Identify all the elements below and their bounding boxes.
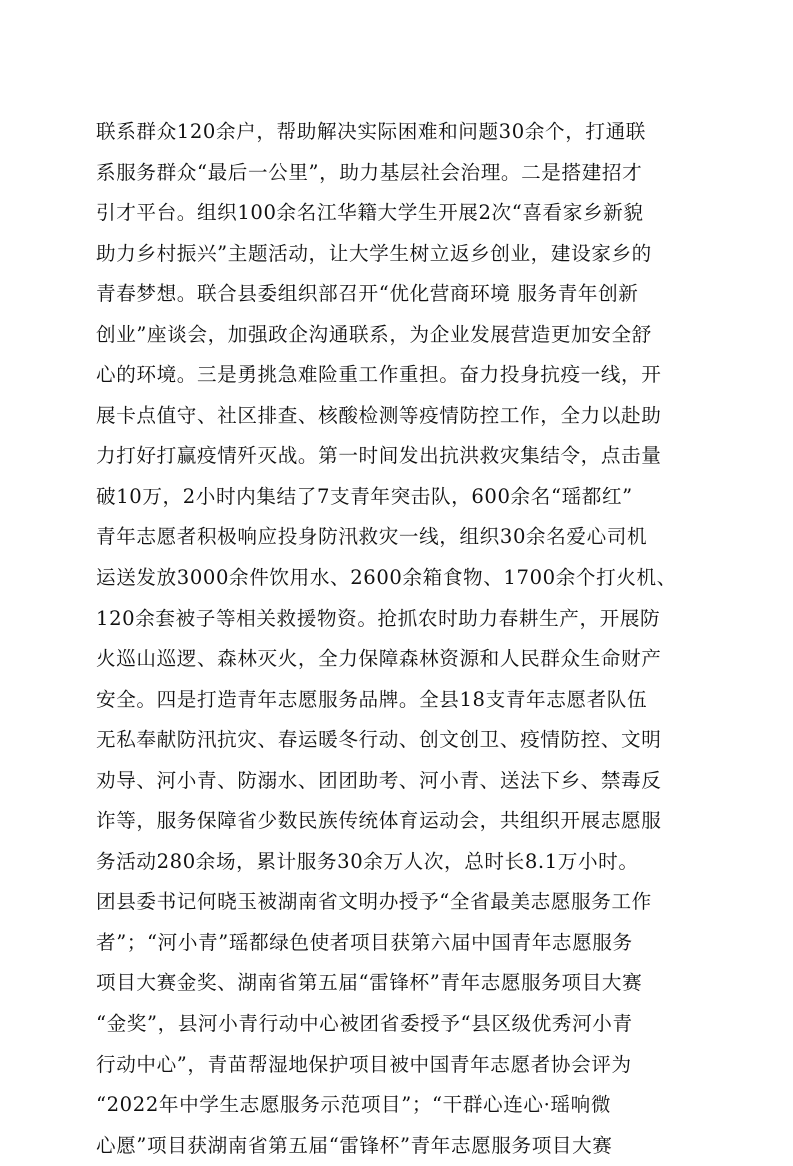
text-line-1: 联系群众120余户，帮助解决实际困难和问题30余个，打通联 [96, 120, 646, 143]
text-line-21: 者”；“河小青”瑶都绿色使者项目获第六届中国青年志愿服务 [96, 930, 633, 954]
text-line-26: 心愿”项目获湖南省第五届“雷锋杯”青年志愿服务项目大赛 [96, 1133, 613, 1157]
text-line-12: 运送发放3000余件饮用水、2600余箱食物、1700余个打火机、 [96, 566, 677, 590]
text-line-17: 劝导、河小青、防溺水、团团助考、河小青、送法下乡、禁毒反 [96, 768, 662, 792]
text-line-4: 助力乡村振兴”主题活动，让大学生树立返乡创业，建设家乡的 [96, 241, 652, 265]
text-line-10: 破10万，2小时内集结了7支青年突击队，600余名“瑶都红” [96, 484, 633, 508]
text-line-24: 行动中心”，青苗帮湿地保护项目被中国青年志愿者协会评为 [96, 1052, 632, 1076]
text-line-15: 安全。四是打造青年志愿服务品牌。全县18支青年志愿者队伍 [96, 687, 648, 711]
text-line-9: 力打好打赢疫情歼灭战。第一时间发出抗洪救灾集结令，点击量 [96, 444, 662, 468]
text-line-13: 120余套被子等相关救援物资。抢抓农时助力春耕生产，开展防 [96, 606, 661, 630]
text-line-7: 心的环境。三是勇挑急难险重工作重担。奋力投身抗疫一线，开 [96, 363, 662, 387]
text-line-11: 青年志愿者积极响应投身防汛救灾一线，组织30余名爱心司机 [96, 525, 648, 549]
text-line-20: 团县委书记何晓玉被湖南省文明办授予“全省最美志愿服务工作 [96, 890, 652, 914]
text-line-18: 诈等，服务保障省少数民族传统体育运动会，共组织开展志愿服 [96, 809, 662, 833]
text-line-8: 展卡点值守、社区排查、核酸检测等疫情防控工作，全力以赴助 [96, 403, 662, 427]
text-line-22: 项目大赛金奖、湖南省第五届“雷锋杯”青年志愿服务项目大赛 [96, 971, 643, 995]
text-line-6: 创业”座谈会，加强政企沟通联系，为企业发展营造更加安全舒 [96, 322, 652, 346]
text-line-23: “金奖”，县河小青行动中心被团省委授予“县区级优秀河小青 [96, 1012, 633, 1036]
text-line-3: 引才平台。组织100余名江华籍大学生开展2次“喜看家乡新貌 [96, 201, 644, 225]
text-line-14: 火巡山巡逻、森林灭火，全力保障森林资源和人民群众生命财产 [96, 647, 662, 671]
text-line-5: 青春梦想。联合县委组织部召开“优化营商环境 服务青年创新 [96, 282, 639, 306]
text-line-2: 系服务群众“最后一公里”，助力基层社会治理。二是搭建招才 [96, 160, 643, 184]
text-line-19: 务活动280余场，累计服务30余万人次，总时长8.1万小时。 [96, 849, 639, 873]
body-paragraph [96, 112, 716, 1166]
text-line-25: “2022年中学生志愿服务示范项目”；“干群心连心·瑶响微 [96, 1093, 612, 1117]
text-line-16: 无私奉献防汛抗灾、春运暖冬行动、创文创卫、疫情防控、文明 [96, 728, 662, 752]
